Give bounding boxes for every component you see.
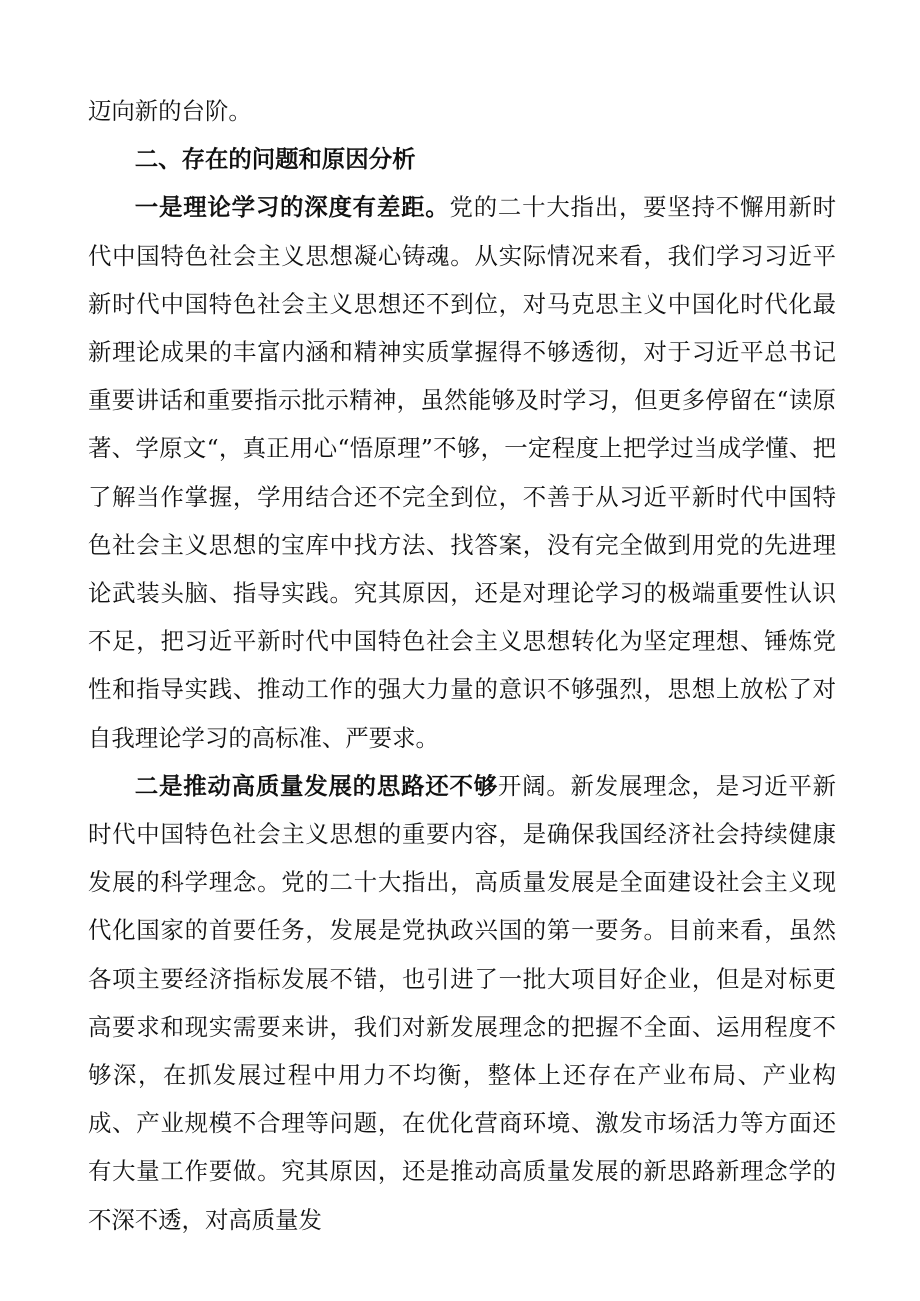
point-2-body: 开阔。新发展理念，是习近平新时代中国特色社会主义思想的重要内容，是确保我国经济社会持续健康发展的科学理念。党的二十大指出，高质量发展是全面建设社会主义现代化国家的首要任务，发展是党执政兴国的第一要务。目前来看，虽然各项主要经济指标发展不错，也引进了一批大项目好企业，但是对标更高要求和现实需要来讲，我们对新发展理念的把握不全面、运用程度不够深，在抓发展过程中用力不均衡，整体上还存在产业布局、产业构成、产业规模不合理等问题，在优化营商环境、激发市场活力等方面还有大量工作要做。究其原因，还是推动高质量发展的新思路新理念学的不深不透，对高质量发: [88, 771, 837, 1234]
document-body: [88, 87, 836, 1244]
section-heading: 二、存在的问题和原因分析: [134, 145, 416, 174]
continued-paragraph: 迈向新的台阶。: [88, 97, 252, 125]
paragraph-point-2: [88, 762, 836, 1244]
point-1-body: 党的二十大指出，要坚持不懈用新时代中国特色社会主义思想凝心铸魂。从实际情况来看，我们学习习近平新时代中国特色社会主义思想还不到位，对马克思主义中国化时代化最新理论成果的丰富内涵和精神实质掌握得不够透彻，对于习近平总书记重要讲话和重要指示批示精神，虽然能够及时学习，但更多停留在“读原著、学原文“，真正用心“悟原理”不够，一定程度上把学过当成学懂、把了解当作掌握，学用结合还不完全到位，不善于从习近平新时代中国特色社会主义思想的宝库中找方法、找答案，没有完全做到用党的先进理论武装头脑、指导实践。究其原因，还是对理论学习的极端重要性认识不足，把习近平新时代中国特色社会主义思想转化为坚定理想、锤炼党性和指导实践、推动工作的强大力量的意识不够强烈，思想上放松了对自我理论学习的高标准、严要求。: [88, 193, 837, 752]
paragraph-point-1: [88, 183, 836, 761]
point-2-lead: 二是推动高质量发展的思路还不够: [134, 771, 498, 800]
point-1-lead: 一是理论学习的深度有差距。: [134, 193, 450, 222]
